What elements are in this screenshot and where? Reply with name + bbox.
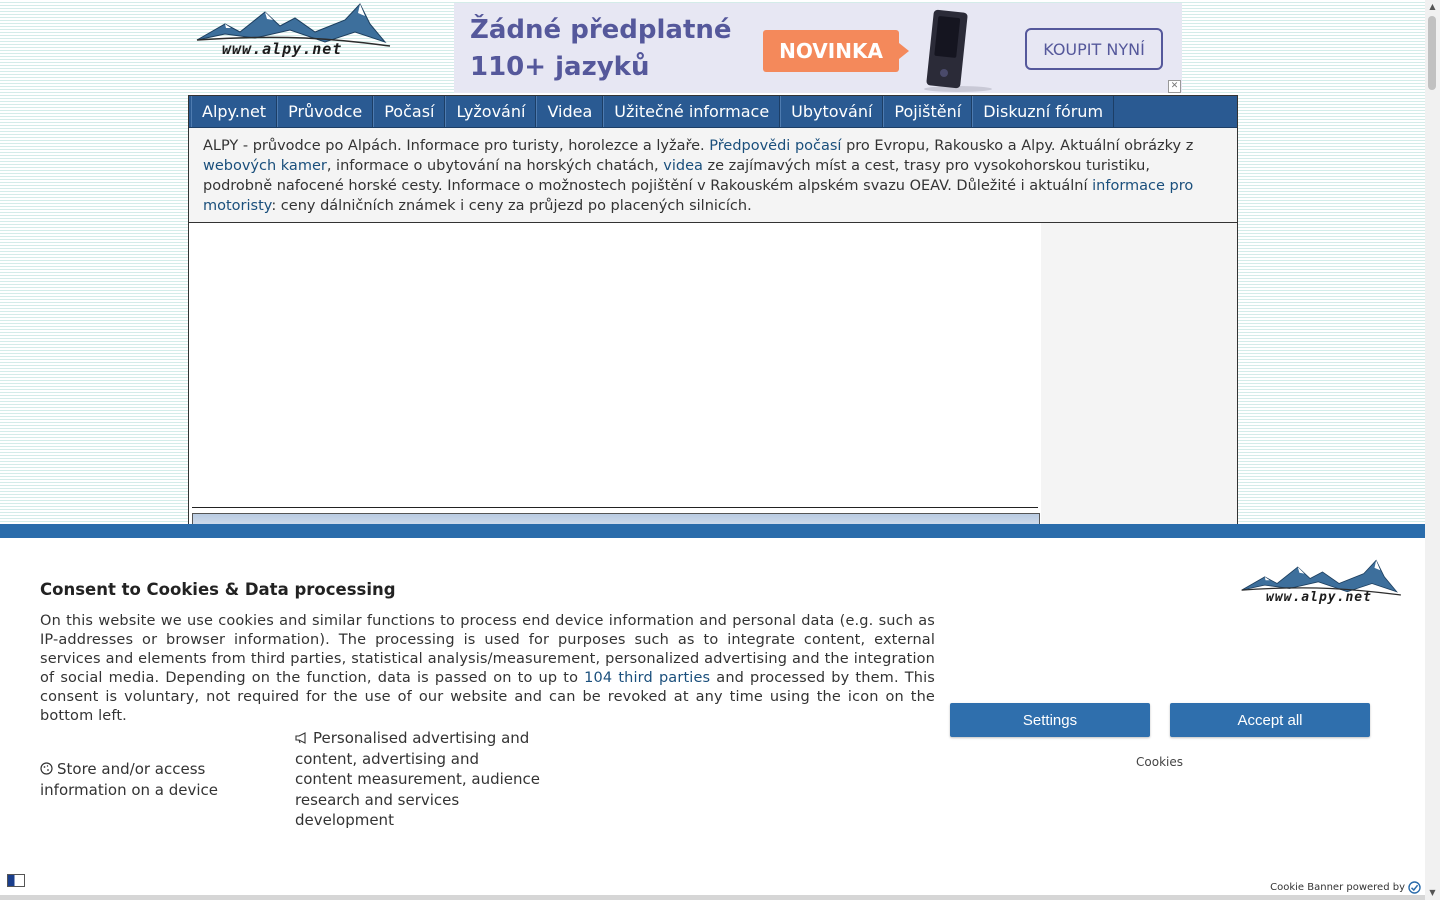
consent-check-icon <box>1408 881 1421 894</box>
cookie-title: Consent to Cookies & Data processing <box>40 580 396 599</box>
nav-item-alpy[interactable]: Alpy.net <box>191 96 277 127</box>
scrollbar-thumb[interactable] <box>1428 16 1436 90</box>
cookie-description <box>40 612 935 726</box>
cookies-link[interactable]: Cookies <box>1136 755 1183 769</box>
content-area <box>189 223 1237 543</box>
nav-item-pruvodce[interactable]: Průvodce <box>277 96 373 127</box>
ad-buy-button[interactable]: KOUPIT NYNÍ <box>1025 28 1163 70</box>
ad-headline-1: Žádné předplatné <box>470 15 732 45</box>
translator-device-icon <box>918 9 998 93</box>
ad-banner[interactable] <box>454 3 1182 93</box>
nav-item-lyzovani[interactable]: Lyžování <box>445 96 536 127</box>
motorist-info-link[interactable]: informace pro motoristy <box>203 178 1194 214</box>
intro-text-3: , informace o ubytování na horských chatách, <box>326 158 664 174</box>
flag-icon[interactable] <box>7 874 25 887</box>
powered-by[interactable] <box>1270 881 1421 894</box>
purpose-storage <box>40 759 250 800</box>
accept-all-button[interactable]: Accept all <box>1170 703 1370 737</box>
intro-text-2: pro Evropu, Rakousko a Alpy. Aktuální obrázky z <box>841 138 1194 154</box>
cookie-text-before: On this website we use cookies and similar functions to process end device information and personal data (e.g. such as IP-addresses or browser information). The processing is used for purposes such as to integrate content, external services and elements from third parties, statistical analysis/measurement, personalized advertising and the integration of social media. Depending on the function, data is passed on to up to <box>40 613 935 686</box>
cookie-logo-text: www.alpy.net <box>1266 590 1372 605</box>
content-main <box>189 223 1041 543</box>
nav-item-diskuzni-forum[interactable]: Diskuzní fórum <box>972 96 1114 127</box>
megaphone-icon <box>295 732 309 744</box>
purpose-storage-label: Store and/or access information on a device <box>40 760 219 799</box>
intro-text-5: : ceny dálničních známek i ceny za průjezd po placených silnicích. <box>271 198 752 214</box>
scroll-down-icon[interactable]: ▼ <box>1429 888 1436 897</box>
logo-text: www.alpy.net <box>222 40 343 58</box>
purpose-advertising <box>295 728 540 831</box>
ad-badge: NOVINKA <box>763 30 899 72</box>
settings-button[interactable]: Settings <box>950 703 1150 737</box>
videos-link[interactable]: videa <box>663 158 703 174</box>
cookie-text-after: and processed by them. This consent is voluntary, not required for the use of our website and can be revoked at any time using the icon on the bottom left. <box>40 670 935 724</box>
nav-item-ubytovani[interactable]: Ubytování <box>780 96 883 127</box>
page-scrollbar[interactable] <box>1425 0 1440 900</box>
intro-text <box>189 128 1237 223</box>
cookie-banner-logo <box>1240 556 1405 611</box>
third-parties-link[interactable]: 104 third parties <box>584 670 711 686</box>
nav-item-videa[interactable]: Videa <box>536 96 603 127</box>
purpose-advertising-label: Personalised advertising and content, advertising and content measurement, audience research and services development <box>295 729 540 829</box>
main-nav <box>189 96 1237 128</box>
cookie-icon <box>40 762 53 775</box>
nav-item-pojisteni[interactable]: Pojištění <box>883 96 972 127</box>
weather-forecast-link[interactable]: Předpovědi počasí <box>709 138 842 154</box>
nav-item-pocasi[interactable]: Počasí <box>373 96 445 127</box>
nav-item-uzitecne-informace[interactable]: Užitečné informace <box>603 96 780 127</box>
webcams-link[interactable]: webových kamer <box>203 158 327 174</box>
ad-choices-icon[interactable]: ✕ <box>1168 80 1181 93</box>
bottom-strip <box>0 895 1425 900</box>
cookie-consent-banner <box>0 524 1425 900</box>
powered-by-text: Cookie Banner powered by <box>1270 882 1405 893</box>
intro-text-1: ALPY - průvodce po Alpách. Informace pro turisty, horolezce a lyžaře. <box>203 138 710 154</box>
scroll-up-icon[interactable]: ▲ <box>1429 2 1436 11</box>
intro-text-4: ze zajímavých míst a cest, trasy pro vysokohorskou turistiku, podrobně nafocené horské cesty. Informace o možnostech pojištění v Rakouském alpském svazu OEAV. Důležité i aktuální <box>203 158 1150 194</box>
main-container <box>188 95 1238 537</box>
site-logo[interactable] <box>195 2 395 62</box>
ad-headline-2: 110+ jazyků <box>470 52 650 82</box>
content-sidebar <box>1041 223 1237 543</box>
content-divider <box>192 507 1038 508</box>
